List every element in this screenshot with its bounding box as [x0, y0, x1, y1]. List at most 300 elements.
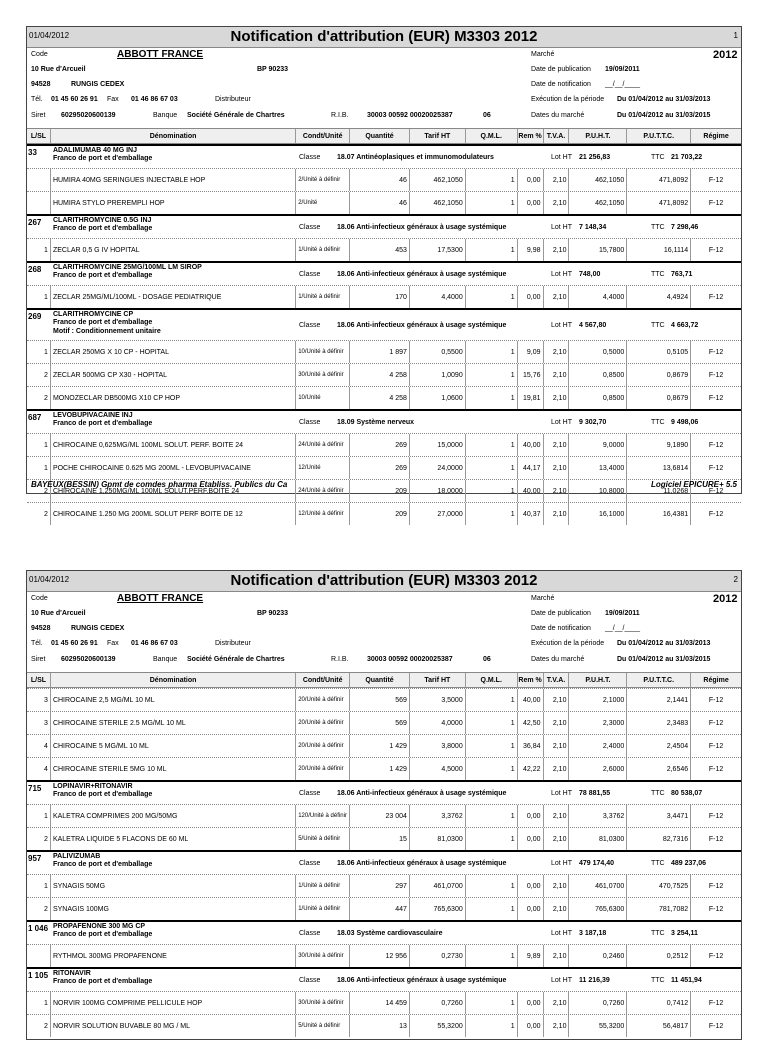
market-dates-label: Dates du marché	[531, 656, 585, 663]
item-cond: 12/Unité à définir	[296, 503, 350, 525]
item-reg: F-12	[708, 371, 724, 379]
item-puht: 16,1000	[569, 503, 627, 525]
lot-ht-label: Lot HT	[551, 930, 573, 937]
item-qml: 1	[466, 503, 518, 525]
item-tarif: 17,5300	[410, 239, 466, 261]
item-row	[27, 874, 741, 897]
title-bar	[27, 27, 741, 48]
item-sl: 2	[27, 387, 51, 409]
item-qml: 1	[466, 239, 518, 261]
item-qml: 1	[466, 758, 518, 780]
lot-ht-label: Lot HT	[551, 271, 573, 278]
classe-label: Classe	[299, 790, 321, 797]
item-qty: 13	[350, 1015, 410, 1037]
item-puht: 0,7260	[569, 992, 627, 1014]
item-qty: 569	[350, 712, 410, 734]
item-reg: F-12	[708, 246, 724, 254]
item-row	[27, 363, 741, 386]
item-tarif: 24,0000	[410, 457, 466, 479]
item-tarif: 765,6300	[410, 898, 466, 920]
item-name: SYNAGIS 50MG	[51, 875, 296, 897]
item-cond: 20/Unité à définir	[296, 735, 350, 757]
lot-name: LOPINAVIR+RITONAVIR	[53, 783, 133, 790]
item-qty: 269	[350, 457, 410, 479]
item-rem: 40,37	[518, 503, 544, 525]
title-bar	[27, 571, 741, 592]
lot-header	[27, 967, 741, 991]
lot-classe: 18.06 Anti-infectieux généraux à usage systémique	[337, 224, 507, 231]
lot-ht-label: Lot HT	[551, 322, 573, 329]
lot-ht-value: 21 256,83	[579, 154, 611, 161]
item-sl	[27, 169, 51, 191]
item-qml: 1	[466, 341, 518, 363]
column-header: Tarif HT	[410, 673, 466, 687]
rib-key: 06	[483, 656, 491, 663]
ttc-label: TTC	[651, 930, 665, 937]
document-title: Notification d'attribution (EUR) M3303 2012	[230, 572, 538, 589]
item-reg: F-12	[708, 999, 724, 1007]
item-qml: 1	[466, 735, 518, 757]
item-reg: F-12	[708, 464, 724, 472]
market-year: 2012	[713, 593, 738, 605]
item-puht: 461,0700	[569, 875, 627, 897]
lot-subtitle: Franco de port et d'emballage	[53, 319, 153, 326]
item-puttc: 471,8092	[627, 169, 691, 191]
lot-header	[27, 144, 741, 168]
lot-classe: 18.06 Anti-infectieux généraux à usage systémique	[337, 977, 507, 984]
lot-ttc-value: 3 254,11	[671, 930, 698, 937]
item-sl: 1	[27, 341, 51, 363]
lot-ht-value: 3 187,18	[579, 930, 607, 937]
item-name: ZECLAR 500MG CP X30 - HOPITAL	[51, 364, 296, 386]
item-qty: 12 956	[350, 945, 410, 967]
item-qty: 23 004	[350, 805, 410, 827]
lot-subtitle: Franco de port et d'emballage	[53, 791, 153, 798]
item-qml: 1	[466, 364, 518, 386]
item-puttc: 0,8679	[627, 364, 691, 386]
item-cond: 24/Unité à définir	[296, 434, 350, 456]
bank-label: Banque	[153, 112, 178, 119]
item-reg: F-12	[708, 696, 724, 704]
lot-name: RITONAVIR	[53, 970, 91, 977]
item-cond: 30/Unité à définir	[296, 364, 350, 386]
lot-ht-value: 9 302,70	[579, 419, 607, 426]
item-sl: 2	[27, 898, 51, 920]
lot-name: ADALIMUMAB 40 MG INJ	[53, 147, 138, 154]
column-header: Condt/Unité	[296, 129, 350, 143]
notification-page-2	[26, 570, 742, 1040]
item-tva: 2,10	[544, 735, 570, 757]
lot-classe: 18.06 Anti-infectieux généraux à usage systémique	[337, 271, 507, 278]
item-puht: 13,4000	[569, 457, 627, 479]
publication-date: 19/09/2011	[605, 610, 640, 617]
item-name: CHIROCAINE STERILE 2.5 MG/ML 10 ML	[51, 712, 296, 734]
item-tva: 2,10	[544, 387, 570, 409]
item-qty: 4 258	[350, 364, 410, 386]
lot-number: 687	[28, 413, 42, 422]
execution-label: Exécution de la période	[531, 640, 605, 647]
item-row	[27, 285, 741, 308]
item-puttc: 2,3483	[627, 712, 691, 734]
item-name: ZECLAR 25MG/ML/100ML - DOSAGE PEDIATRIQUE	[51, 286, 296, 308]
item-reg: F-12	[708, 1022, 724, 1030]
item-cond: 1/Unité à définir	[296, 875, 350, 897]
lot-ht-label: Lot HT	[551, 224, 573, 231]
item-qty: 170	[350, 286, 410, 308]
lot-number: 269	[28, 312, 42, 321]
item-rem: 0,00	[518, 828, 544, 850]
lot-ttc-value: 9 498,06	[671, 419, 699, 426]
item-reg: F-12	[708, 487, 724, 495]
item-puttc: 3,4471	[627, 805, 691, 827]
item-qty: 209	[350, 480, 410, 502]
item-rem: 0,00	[518, 875, 544, 897]
item-sl: 3	[27, 689, 51, 711]
page-number: 2	[733, 575, 738, 584]
document-title: Notification d'attribution (EUR) M3303 2012	[230, 28, 538, 45]
item-qml: 1	[466, 1015, 518, 1037]
tel-number: 01 45 60 26 91	[51, 640, 98, 647]
notification-date: __/__/____	[605, 625, 641, 632]
item-name: CHIROCAINE STERILE 5MG 10 ML	[51, 758, 296, 780]
item-row	[27, 433, 741, 456]
item-puht: 81,0300	[569, 828, 627, 850]
lot-ht-value: 78 881,55	[579, 790, 611, 797]
column-header: P.U.H.T.	[569, 129, 627, 143]
lot-classe: 18.07 Antinéoplasiques et immunomodulateurs	[337, 154, 494, 161]
item-row	[27, 502, 741, 525]
item-row	[27, 897, 741, 920]
item-rem: 0,00	[518, 169, 544, 191]
notification-label: Date de notification	[531, 81, 591, 88]
rib-number: 30003 00592 00020025387	[367, 656, 453, 663]
item-qml: 1	[466, 169, 518, 191]
column-header: Q.M.L.	[466, 129, 518, 143]
lot-number: 1 105	[28, 971, 49, 980]
tel-label: Tél.	[31, 96, 43, 103]
item-reg: F-12	[708, 835, 724, 843]
item-puttc: 0,5105	[627, 341, 691, 363]
address-line: 10 Rue d'Arcueil	[31, 66, 86, 73]
tel-label: Tél.	[31, 640, 43, 647]
item-puttc: 9,1890	[627, 434, 691, 456]
item-name: HUMIRA 40MG SERINGUES INJECTABLE HOP	[51, 169, 296, 191]
item-qty: 4 258	[350, 387, 410, 409]
fax-number: 01 46 86 67 03	[131, 96, 178, 103]
classe-label: Classe	[299, 271, 321, 278]
item-sl: 1	[27, 875, 51, 897]
postal-box: BP 90233	[257, 610, 289, 617]
lot-classe: 18.06 Anti-infectieux généraux à usage systémique	[337, 790, 507, 797]
market-label: Marché	[531, 595, 555, 602]
item-name: NORVIR SOLUTION BUVABLE 80 MG / ML	[51, 1015, 296, 1037]
market-label: Marché	[531, 51, 555, 58]
item-row	[27, 386, 741, 409]
item-tarif: 0,2730	[410, 945, 466, 967]
item-tarif: 18,0000	[410, 480, 466, 502]
lot-subtitle: Franco de port et d'emballage	[53, 225, 153, 232]
item-qty: 14 459	[350, 992, 410, 1014]
item-sl: 1	[27, 457, 51, 479]
item-rem: 44,17	[518, 457, 544, 479]
lot-subtitle: Franco de port et d'emballage	[53, 931, 153, 938]
item-name: MONOZECLAR DB500MG X10 CP HOP	[51, 387, 296, 409]
item-row	[27, 991, 741, 1014]
rib-number: 30003 00592 00020025387	[367, 112, 453, 119]
item-puht: 2,1000	[569, 689, 627, 711]
item-row	[27, 757, 741, 780]
item-puttc: 471,8092	[627, 192, 691, 214]
address-line: 10 Rue d'Arcueil	[31, 610, 86, 617]
item-puht: 2,6000	[569, 758, 627, 780]
item-tva: 2,10	[544, 758, 570, 780]
item-name: CHIROCAINE 1,250MG/ML 100ML SOLUT.PERF.BOITE 24	[51, 480, 296, 502]
item-rem: 9,98	[518, 239, 544, 261]
item-name: ZECLAR 250MG X 10 CP - HOPITAL	[51, 341, 296, 363]
item-puht: 4,4000	[569, 286, 627, 308]
lot-name: PROPAFENONE 300 MG CP	[53, 923, 146, 930]
column-header: T.V.A.	[544, 129, 570, 143]
item-qml: 1	[466, 875, 518, 897]
item-reg: F-12	[708, 348, 724, 356]
item-qty: 1 429	[350, 735, 410, 757]
item-tarif: 462,1050	[410, 169, 466, 191]
lot-ht-value: 7 148,34	[579, 224, 607, 231]
item-puht: 2,3000	[569, 712, 627, 734]
column-header: T.V.A.	[544, 673, 570, 687]
item-tarif: 4,0000	[410, 712, 466, 734]
execution-period: Du 01/04/2012 au 31/03/2013	[617, 640, 711, 647]
item-rem: 9,89	[518, 945, 544, 967]
column-header: Régime	[703, 676, 729, 684]
supplier-header	[27, 48, 741, 129]
item-cond: 5/Unité à définir	[296, 1015, 350, 1037]
fax-label: Fax	[107, 96, 119, 103]
item-tva: 2,10	[544, 875, 570, 897]
item-tarif: 1,0600	[410, 387, 466, 409]
item-qml: 1	[466, 286, 518, 308]
item-puht: 462,1050	[569, 192, 627, 214]
item-puttc: 0,7412	[627, 992, 691, 1014]
item-cond: 1/Unité à définir	[296, 286, 350, 308]
distributor-label: Distributeur	[215, 96, 251, 103]
lot-classe: 18.09 Système nerveux	[337, 419, 415, 426]
item-tarif: 3,3762	[410, 805, 466, 827]
lot-subtitle: Franco de port et d'emballage	[53, 978, 153, 985]
lot-header	[27, 920, 741, 944]
item-tva: 2,10	[544, 689, 570, 711]
item-tarif: 3,5000	[410, 689, 466, 711]
classe-label: Classe	[299, 154, 321, 161]
classe-label: Classe	[299, 977, 321, 984]
supplier-header	[27, 592, 741, 673]
item-puttc: 13,6814	[627, 457, 691, 479]
item-puttc: 0,8679	[627, 387, 691, 409]
item-qty: 15	[350, 828, 410, 850]
ttc-label: TTC	[651, 977, 665, 984]
lot-name: CLARITHROMYCINE CP	[53, 311, 134, 318]
lot-ttc-value: 763,71	[671, 271, 693, 278]
rib-key: 06	[483, 112, 491, 119]
lot-name: LEVOBUPIVACAINE INJ	[53, 412, 133, 419]
item-name: KALETRA LIQUIDE 5 FLACONS DE 60 ML	[51, 828, 296, 850]
item-qty: 1 897	[350, 341, 410, 363]
item-name: CHIROCAINE 1.250 MG 200ML SOLUT PERF BOITE DE 12	[51, 503, 296, 525]
lot-ttc-value: 80 538,07	[671, 790, 703, 797]
item-puttc: 2,4504	[627, 735, 691, 757]
lot-ht-value: 479 174,40	[579, 860, 615, 867]
item-sl: 2	[27, 480, 51, 502]
item-qty: 209	[350, 503, 410, 525]
item-qml: 1	[466, 689, 518, 711]
item-row	[27, 1014, 741, 1037]
page-footer	[27, 475, 741, 493]
siret-number: 60295020600139	[61, 656, 116, 663]
item-qml: 1	[466, 898, 518, 920]
item-puttc: 2,6546	[627, 758, 691, 780]
item-puht: 0,2460	[569, 945, 627, 967]
item-row	[27, 191, 741, 214]
item-cond: 10/Unité	[296, 387, 350, 409]
item-cond: 10/Unité à définir	[296, 341, 350, 363]
lot-ht-label: Lot HT	[551, 154, 573, 161]
lot-number: 957	[28, 854, 42, 863]
item-tva: 2,10	[544, 1015, 570, 1037]
lot-ht-value: 748,00	[579, 271, 601, 278]
item-qty: 269	[350, 434, 410, 456]
item-sl: 1	[27, 434, 51, 456]
lot-header	[27, 409, 741, 433]
company-name: ABBOTT FRANCE	[117, 49, 204, 60]
item-name: NORVIR 100MG COMPRIME PELLICULE HOP	[51, 992, 296, 1014]
item-puttc: 0,2512	[627, 945, 691, 967]
column-header: Quantité	[350, 673, 410, 687]
column-headers	[27, 673, 741, 688]
siret-number: 60295020600139	[61, 112, 116, 119]
item-cond: 12/Unité	[296, 457, 350, 479]
lot-ttc-value: 489 237,06	[671, 860, 707, 867]
item-row	[27, 340, 741, 363]
column-header: P.U.H.T.	[569, 673, 627, 687]
item-tarif: 55,3200	[410, 1015, 466, 1037]
print-date: 01/04/2012	[29, 31, 70, 40]
publication-label: Date de publication	[531, 66, 591, 73]
print-date: 01/04/2012	[29, 575, 70, 584]
item-rem: 0,00	[518, 192, 544, 214]
item-puttc: 4,4924	[627, 286, 691, 308]
lot-ttc-value: 11 451,94	[671, 977, 702, 984]
item-rem: 40,00	[518, 480, 544, 502]
item-puht: 765,6300	[569, 898, 627, 920]
item-cond: 20/Unité à définir	[296, 712, 350, 734]
lot-ht-value: 11 216,39	[579, 977, 610, 984]
item-puht: 10,8000	[569, 480, 627, 502]
column-header: Rem %	[518, 129, 544, 143]
bank-name: Société Générale de Chartres	[187, 112, 285, 119]
item-qml: 1	[466, 192, 518, 214]
classe-label: Classe	[299, 930, 321, 937]
item-qty: 453	[350, 239, 410, 261]
item-sl: 2	[27, 1015, 51, 1037]
item-tarif: 81,0300	[410, 828, 466, 850]
item-row	[27, 711, 741, 734]
item-reg: F-12	[708, 905, 724, 913]
item-name: SYNAGIS 100MG	[51, 898, 296, 920]
ttc-label: TTC	[651, 154, 665, 161]
item-puht: 2,4000	[569, 735, 627, 757]
column-header: Dénomination	[51, 129, 296, 143]
item-rem: 0,00	[518, 898, 544, 920]
item-row	[27, 688, 741, 711]
lot-subtitle: Franco de port et d'emballage	[53, 155, 153, 162]
publication-label: Date de publication	[531, 610, 591, 617]
lot-subtitle: Franco de port et d'emballage	[53, 420, 153, 427]
item-tva: 2,10	[544, 503, 570, 525]
item-tva: 2,10	[544, 945, 570, 967]
item-reg: F-12	[708, 510, 724, 518]
lot-number: 267	[28, 218, 42, 227]
lot-number: 1 046	[28, 924, 49, 933]
company-name: ABBOTT FRANCE	[117, 593, 204, 604]
column-header: Dénomination	[51, 673, 296, 687]
item-row	[27, 168, 741, 191]
item-reg: F-12	[708, 199, 724, 207]
ttc-label: TTC	[651, 860, 665, 867]
item-reg: F-12	[708, 742, 724, 750]
item-qml: 1	[466, 712, 518, 734]
item-tva: 2,10	[544, 457, 570, 479]
fax-label: Fax	[107, 640, 119, 647]
item-cond: 30/Unité à définir	[296, 945, 350, 967]
item-tarif: 461,0700	[410, 875, 466, 897]
ttc-label: TTC	[651, 322, 665, 329]
item-row	[27, 944, 741, 967]
column-header: P.U.T.T.C.	[627, 129, 691, 143]
item-tva: 2,10	[544, 828, 570, 850]
item-qml: 1	[466, 992, 518, 1014]
item-qml: 1	[466, 805, 518, 827]
bank-name: Société Générale de Chartres	[187, 656, 285, 663]
item-name: POCHE CHIROCAINE 0.625 MG 200ML - LEVOBUPIVACAINE	[51, 457, 296, 479]
item-tarif: 462,1050	[410, 192, 466, 214]
item-puht: 55,3200	[569, 1015, 627, 1037]
item-rem: 40,00	[518, 689, 544, 711]
item-reg: F-12	[708, 719, 724, 727]
lot-ttc-value: 21 703,22	[671, 154, 703, 161]
lot-header	[27, 214, 741, 238]
item-row	[27, 734, 741, 757]
item-tva: 2,10	[544, 364, 570, 386]
item-puttc: 82,7316	[627, 828, 691, 850]
item-qml: 1	[466, 480, 518, 502]
item-cond: 2/Unité	[296, 192, 350, 214]
item-sl: 1	[27, 286, 51, 308]
item-sl: 2	[27, 364, 51, 386]
item-reg: F-12	[708, 441, 724, 449]
item-tarif: 4,5000	[410, 758, 466, 780]
item-qty: 1 429	[350, 758, 410, 780]
column-headers	[27, 129, 741, 144]
item-reg: F-12	[708, 765, 724, 773]
item-tva: 2,10	[544, 286, 570, 308]
item-cond: 5/Unité à définir	[296, 828, 350, 850]
lot-ttc-value: 4 663,72	[671, 322, 699, 329]
item-qty: 46	[350, 169, 410, 191]
lot-classe: 18.06 Anti-infectieux généraux à usage systémique	[337, 322, 507, 329]
ttc-label: TTC	[651, 419, 665, 426]
item-rem: 15,76	[518, 364, 544, 386]
item-reg: F-12	[708, 812, 724, 820]
